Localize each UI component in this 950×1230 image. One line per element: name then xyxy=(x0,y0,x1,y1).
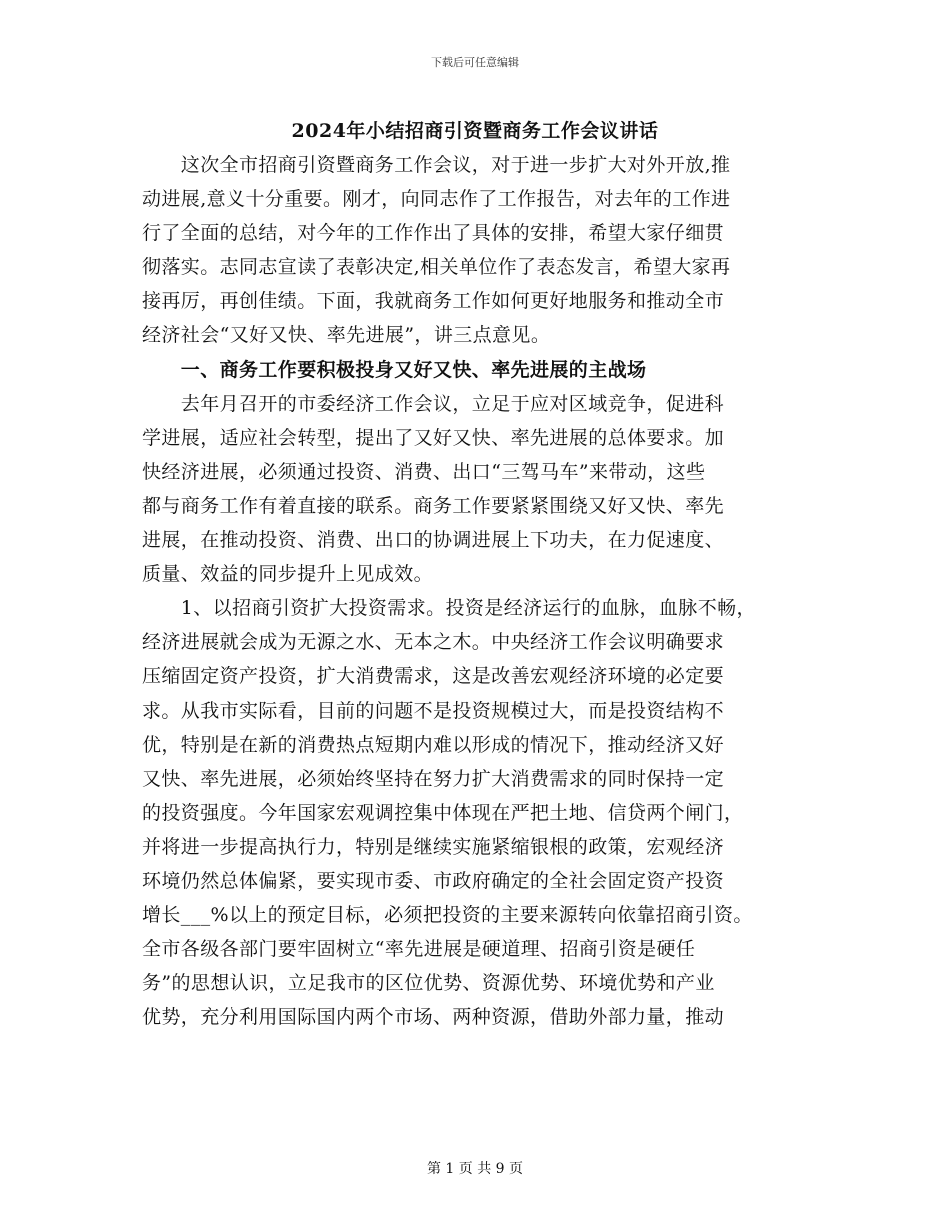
paragraph-line: 优，特别是在新的消费热点短期内难以形成的情况下，推动经济又好 xyxy=(142,733,725,756)
paragraph-line: 快经济进展，必须通过投资、消费、出口“三驾马车”来带动，这些 xyxy=(142,460,706,483)
paragraph-line: 环境仍然总体偏紧，要实现市委、市政府确定的全社会固定资产投资 xyxy=(142,869,725,892)
paragraph-line: 压缩固定资产投资，扩大消费需求，这是改善宏观经济环境的必定要 xyxy=(142,665,725,688)
document-title: 2024年小结招商引资暨商务工作会议讲话 xyxy=(291,120,659,142)
paragraph-line: 这次全市招商引资暨商务工作会议，对于进一步扩大对外开放,推 xyxy=(142,154,731,176)
paragraph-line: 求。从我市实际看，目前的问题不是投资规模过大，而是投资结构不 xyxy=(142,699,725,722)
paragraph-line: 去年月召开的市委经济工作会议，立足于应对区域竞争，促进科 xyxy=(142,392,725,415)
paragraph-line: 的投资强度。今年国家宏观调控集中体现在严把土地、信贷两个闸门， xyxy=(142,801,744,824)
paragraph-line: 学进展，适应社会转型，提出了又好又快、率先进展的总体要求。加 xyxy=(142,426,725,449)
paragraph-line: 并将进一步提高执行力，特别是继续实施紧缩银根的政策，宏观经济 xyxy=(142,835,725,858)
paragraph-line: 彻落实。志同志宣读了表彰决定,相关单位作了表态发言，希望大家再 xyxy=(142,256,731,279)
page-footer: 第 1 页 共 9 页 xyxy=(426,1161,524,1177)
paragraph-line: 务”的思想认识，立足我市的区位优势、资源优势、环境优势和产业 xyxy=(142,972,715,995)
document-body xyxy=(142,148,802,1034)
paragraph-line: 进展，在推动投资、消费、出口的协调进展上下功夫，在力促速度、 xyxy=(142,529,725,552)
paragraph-line: 经济进展就会成为无源之水、无本之木。中央经济工作会议明确要求 xyxy=(142,631,725,654)
paragraph-line: 1、以招商引资扩大投资需求。投资是经济运行的血脉，血脉不畅， xyxy=(142,597,756,620)
paragraph-line: 又快、率先进展，必须始终坚持在努力扩大消费需求的同时保持一定 xyxy=(142,767,725,790)
paragraph-line: 都与商务工作有着直接的联系。商务工作要紧紧围绕又好又快、率先 xyxy=(142,494,725,517)
paragraph-line: 质量、效益的同步提升上见成效。 xyxy=(142,563,434,586)
paragraph-line: 经济社会“又好又快、率先进展”，讲三点意见。 xyxy=(142,324,551,347)
paragraph-line: 增长___%以上的预定目标，必须把投资的主要来源转向依靠招商引资。 xyxy=(142,904,753,927)
paragraph-line: 接再厉，再创佳绩。下面，我就商务工作如何更好地服务和推动全市 xyxy=(142,290,725,313)
paragraph-line: 行了全面的总结，对今年的工作作出了具体的安排，希望大家仔细贯 xyxy=(142,222,725,245)
section-heading-line: 一、商务工作要积极投身又好又快、率先进展的主战场 xyxy=(142,358,647,381)
paragraph-line: 动进展,意义十分重要。刚才，向同志作了工作报告，对去年的工作进 xyxy=(142,188,731,211)
header-note: 下载后可任意编辑 xyxy=(431,56,519,69)
paragraph-line: 全市各级各部门要牢固树立“率先进展是硬道理、招商引资是硬任 xyxy=(142,938,696,961)
paragraph-line: 优势，充分利用国际国内两个市场、两种资源，借助外部力量，推动 xyxy=(142,1006,725,1029)
